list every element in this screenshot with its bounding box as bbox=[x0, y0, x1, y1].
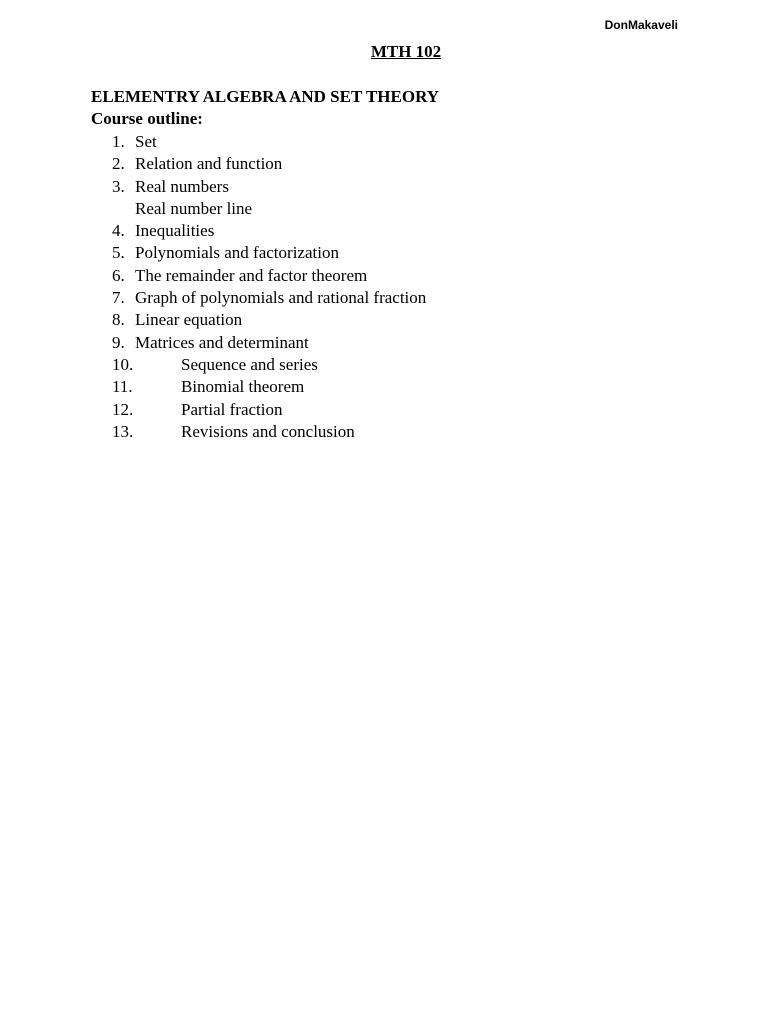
document-title: ELEMENTRY ALGEBRA AND SET THEORY bbox=[91, 87, 440, 106]
outline-item-label: Relation and function bbox=[135, 154, 283, 174]
outline-item-number: 9. bbox=[112, 332, 125, 352]
outline-item-label: Polynomials and factorization bbox=[135, 243, 339, 263]
outline-item-number: 8. bbox=[112, 310, 125, 330]
outline-item-number: 5. bbox=[112, 243, 125, 263]
outline-item-label: Graph of polynomials and rational fraction bbox=[135, 288, 427, 308]
outline-item-continuation-label: Real number line bbox=[135, 198, 253, 218]
outline-item-number: 6. bbox=[112, 265, 125, 285]
outline-item-label: Inequalities bbox=[135, 221, 215, 241]
outline-item-number: 3. bbox=[112, 176, 125, 196]
outline-item-label: Real numbers bbox=[135, 176, 229, 196]
outline-item-label: Matrices and determinant bbox=[135, 332, 309, 352]
outline-item-number: 13. bbox=[112, 421, 134, 441]
outline-item-label: Linear equation bbox=[135, 310, 243, 330]
outline-item-label: Set bbox=[135, 132, 157, 151]
outline-item-number: 12. bbox=[112, 399, 134, 419]
header-author: DonMakaveli bbox=[604, 18, 678, 32]
outline-item-number: 10. bbox=[112, 354, 134, 374]
outline-item-number: 4. bbox=[112, 221, 125, 241]
outline-heading: Course outline: bbox=[91, 109, 203, 128]
outline-item-number: 1. bbox=[112, 132, 125, 151]
outline-item-label: Revisions and conclusion bbox=[181, 421, 355, 441]
course-code: MTH 102 bbox=[370, 42, 442, 61]
outline-item-number: 7. bbox=[112, 288, 125, 308]
outline-item-label: Binomial theorem bbox=[181, 377, 305, 397]
outline-item-number: 2. bbox=[112, 154, 125, 174]
outline-item-label: Partial fraction bbox=[181, 399, 283, 419]
outline-item-label: The remainder and factor theorem bbox=[135, 265, 368, 285]
outline-item-label: Sequence and series bbox=[181, 354, 318, 374]
outline-item-number: 11. bbox=[112, 377, 133, 397]
